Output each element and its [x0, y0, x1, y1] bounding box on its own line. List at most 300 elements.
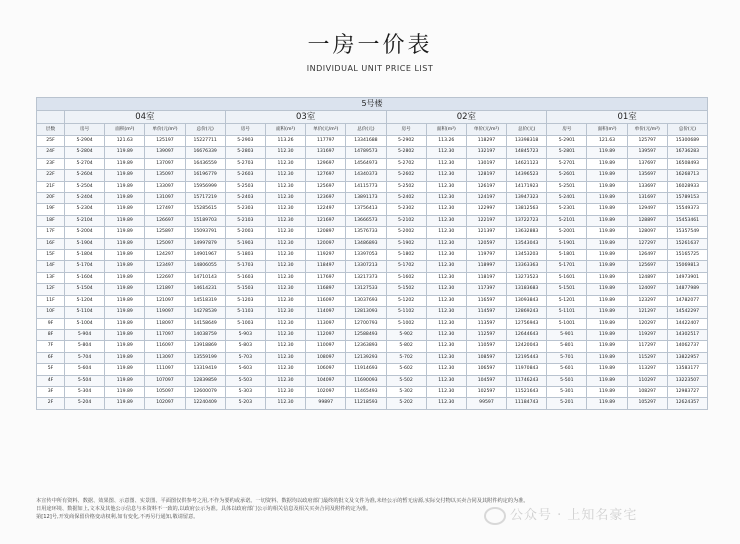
table-cell: 13891173: [346, 193, 386, 204]
table-cell: 16028933: [667, 181, 707, 192]
table-cell: 106097: [306, 364, 346, 375]
table-row: [37, 238, 708, 249]
floor-cell: 6F: [37, 352, 65, 363]
table-cell: 119.89: [587, 295, 627, 306]
table-cell: 110597: [466, 341, 506, 352]
table-cell: 5-2003: [225, 227, 265, 238]
table-cell: 5-503: [225, 375, 265, 386]
table-cell: 14782077: [667, 295, 707, 306]
table-cell: 112.30: [265, 341, 305, 352]
table-cell: 119.89: [587, 238, 627, 249]
table-cell: 12600079: [185, 386, 225, 397]
table-cell: 119297: [627, 329, 667, 340]
table-cell: 139597: [627, 147, 667, 158]
table-cell: 5-1004: [65, 318, 105, 329]
table-cell: 124897: [627, 272, 667, 283]
table-cell: 15093791: [185, 227, 225, 238]
table-cell: 108297: [627, 386, 667, 397]
floor-cell: 20F: [37, 193, 65, 204]
table-cell: 112.30: [265, 170, 305, 181]
floor-cell: 24F: [37, 147, 65, 158]
table-cell: 13822957: [667, 352, 707, 363]
table-cell: 5-701: [547, 352, 587, 363]
table-cell: 5-203: [225, 398, 265, 409]
table-cell: 5-901: [547, 329, 587, 340]
table-cell: 125897: [145, 227, 185, 238]
table-cell: 112.30: [426, 215, 466, 226]
table-cell: 13273523: [507, 272, 547, 283]
column-header: 总价(元): [667, 124, 707, 136]
table-cell: 117297: [627, 341, 667, 352]
table-cell: 119.89: [105, 272, 145, 283]
table-cell: 5-1501: [547, 284, 587, 295]
floor-cell: 21F: [37, 181, 65, 192]
table-cell: 5-2404: [65, 193, 105, 204]
table-cell: 127497: [145, 204, 185, 215]
column-header: 房号: [547, 124, 587, 136]
table-row: [37, 318, 708, 329]
table-cell: 124197: [466, 193, 506, 204]
table-cell: 5-504: [65, 375, 105, 386]
table-cell: 119.89: [587, 341, 627, 352]
table-cell: 122197: [466, 215, 506, 226]
table-cell: 5-1102: [386, 307, 426, 318]
table-cell: 5-2802: [386, 147, 426, 158]
table-cell: 13363363: [507, 261, 547, 272]
table-cell: 130197: [466, 158, 506, 169]
table-cell: 112.30: [426, 227, 466, 238]
table-cell: 113097: [306, 318, 346, 329]
table-cell: 108597: [466, 352, 506, 363]
table-cell: 112.30: [265, 398, 305, 409]
table-cell: 118197: [466, 272, 506, 283]
table-cell: 5-1802: [386, 250, 426, 261]
table-cell: 14396523: [507, 170, 547, 181]
table-cell: 119.89: [105, 352, 145, 363]
table-cell: 118297: [466, 136, 506, 147]
table-cell: 14302517: [667, 329, 707, 340]
table-cell: 127297: [627, 238, 667, 249]
table-cell: 112.30: [426, 193, 466, 204]
table-cell: 5-2502: [386, 181, 426, 192]
table-cell: 13947323: [507, 193, 547, 204]
table-cell: 16268713: [667, 170, 707, 181]
table-cell: 116897: [306, 284, 346, 295]
table-cell: 15261637: [667, 238, 707, 249]
table-cell: 15717219: [185, 193, 225, 204]
table-cell: 14340373: [346, 170, 386, 181]
table-cell: 139097: [145, 147, 185, 158]
unit-header-02: 02室: [386, 111, 547, 124]
table-cell: 117697: [306, 272, 346, 283]
column-header: 总价(元): [185, 124, 225, 136]
table-cell: 13223507: [667, 375, 707, 386]
table-cell: 112.30: [265, 193, 305, 204]
table-cell: 112.30: [426, 250, 466, 261]
floor-cell: 22F: [37, 170, 65, 181]
table-cell: 5-1104: [65, 307, 105, 318]
table-cell: 5-303: [225, 386, 265, 397]
table-cell: 5-703: [225, 352, 265, 363]
table-cell: 13812563: [507, 204, 547, 215]
table-cell: 5-1201: [547, 295, 587, 306]
table-cell: 5-1701: [547, 261, 587, 272]
column-header: 房号: [225, 124, 265, 136]
table-cell: 116597: [466, 295, 506, 306]
table-cell: 5-903: [225, 329, 265, 340]
floor-cell: 14F: [37, 261, 65, 272]
table-cell: 5-601: [547, 364, 587, 375]
table-cell: 124297: [145, 250, 185, 261]
table-cell: 5-1804: [65, 250, 105, 261]
table-row: [37, 170, 708, 181]
table-cell: 102097: [306, 386, 346, 397]
table-row: [37, 352, 708, 363]
column-header: 房号: [65, 124, 105, 136]
table-cell: 15069813: [667, 261, 707, 272]
table-cell: 119.89: [587, 272, 627, 283]
table-cell: 14973901: [667, 272, 707, 283]
table-cell: 119.89: [587, 386, 627, 397]
table-cell: 11184743: [507, 398, 547, 409]
column-header: 单价(元/m²): [627, 124, 667, 136]
table-cell: 13543043: [507, 238, 547, 249]
table-cell: 121.63: [105, 136, 145, 147]
table-cell: 113097: [145, 352, 185, 363]
table-cell: 112.30: [426, 147, 466, 158]
table-cell: 112.30: [426, 272, 466, 283]
table-cell: 5-1703: [225, 261, 265, 272]
table-cell: 110097: [306, 341, 346, 352]
table-cell: 119.89: [587, 215, 627, 226]
table-cell: 111097: [145, 364, 185, 375]
table-cell: 105097: [145, 386, 185, 397]
table-cell: 121697: [306, 215, 346, 226]
table-cell: 15165725: [667, 250, 707, 261]
table-cell: 5-1203: [225, 295, 265, 306]
table-cell: 5-2002: [386, 227, 426, 238]
table-cell: 121897: [145, 284, 185, 295]
table-cell: 113297: [627, 364, 667, 375]
table-row: [37, 250, 708, 261]
table-cell: 112.30: [265, 215, 305, 226]
table-cell: 112.30: [265, 147, 305, 158]
column-header: 单价(元/m²): [306, 124, 346, 136]
table-cell: 112.30: [265, 364, 305, 375]
table-cell: 119.89: [587, 398, 627, 409]
floor-cell: 8F: [37, 329, 65, 340]
table-cell: 14038759: [185, 329, 225, 340]
table-cell: 104597: [466, 375, 506, 386]
unit-header-03: 03室: [225, 111, 386, 124]
table-cell: 5-2603: [225, 170, 265, 181]
table-cell: 14278539: [185, 307, 225, 318]
table-cell: 5-603: [225, 364, 265, 375]
table-cell: 13307213: [346, 261, 386, 272]
table-cell: 14710143: [185, 272, 225, 283]
table-cell: 5-2304: [65, 204, 105, 215]
table-cell: 13319419: [185, 364, 225, 375]
table-cell: 5-1901: [547, 238, 587, 249]
table-cell: 5-2904: [65, 136, 105, 147]
table-cell: 135697: [627, 170, 667, 181]
table-cell: 119.89: [105, 307, 145, 318]
table-cell: 14845723: [507, 147, 547, 158]
table-cell: 137697: [627, 158, 667, 169]
table-cell: 15956999: [185, 181, 225, 192]
column-header: 单价(元/m²): [466, 124, 506, 136]
table-cell: 135097: [145, 170, 185, 181]
table-cell: 13576733: [346, 227, 386, 238]
table-cell: 125097: [145, 238, 185, 249]
page-title: 一房一价表: [307, 33, 433, 58]
table-cell: 5-1503: [225, 284, 265, 295]
table-cell: 119.89: [105, 193, 145, 204]
table-cell: 5-2702: [386, 158, 426, 169]
column-header: 面积(m²): [426, 124, 466, 136]
table-row: [37, 329, 708, 340]
floor-cell: 5F: [37, 364, 65, 375]
floor-cell: 25F: [37, 136, 65, 147]
table-cell: 119097: [145, 307, 185, 318]
table-cell: 12240409: [185, 398, 225, 409]
table-cell: 128097: [627, 227, 667, 238]
table-row: [37, 261, 708, 272]
table-cell: 112.30: [265, 295, 305, 306]
table-cell: 5-1504: [65, 284, 105, 295]
table-cell: 12644643: [507, 329, 547, 340]
table-cell: 99597: [466, 398, 506, 409]
table-cell: 119297: [306, 250, 346, 261]
table-cell: 127697: [306, 170, 346, 181]
table-cell: 120597: [466, 238, 506, 249]
table-cell: 5-2801: [547, 147, 587, 158]
column-header: 房号: [386, 124, 426, 136]
table-cell: 11690093: [346, 375, 386, 386]
table-cell: 11465493: [346, 386, 386, 397]
table-cell: 119.89: [587, 227, 627, 238]
table-cell: 5-2402: [386, 193, 426, 204]
table-cell: 14789573: [346, 147, 386, 158]
table-cell: 119.89: [587, 307, 627, 318]
table-cell: 15300689: [667, 136, 707, 147]
table-cell: 5-1002: [386, 318, 426, 329]
floor-cell: 15F: [37, 250, 65, 261]
table-cell: 113597: [466, 318, 506, 329]
table-cell: 113.26: [265, 136, 305, 147]
table-cell: 5-2504: [65, 181, 105, 192]
table-row: [37, 193, 708, 204]
table-cell: 5-2903: [225, 136, 265, 147]
table-cell: 112.30: [426, 284, 466, 295]
table-cell: 13486893: [346, 238, 386, 249]
table-cell: 5-1603: [225, 272, 265, 283]
table-cell: 114097: [306, 307, 346, 318]
table-cell: 117797: [306, 136, 346, 147]
table-cell: 112.30: [426, 386, 466, 397]
table-cell: 5-2301: [547, 204, 587, 215]
floor-cell: 16F: [37, 238, 65, 249]
table-cell: 119.89: [587, 284, 627, 295]
table-cell: 121097: [145, 295, 185, 306]
table-cell: 5-1101: [547, 307, 587, 318]
table-cell: 102097: [145, 398, 185, 409]
table-cell: 12983727: [667, 386, 707, 397]
table-cell: 126497: [627, 250, 667, 261]
table-cell: 5-502: [386, 375, 426, 386]
table-cell: 112.30: [265, 386, 305, 397]
table-cell: 106597: [466, 364, 506, 375]
table-cell: 14422407: [667, 318, 707, 329]
table-cell: 118997: [466, 261, 506, 272]
table-cell: 119.89: [105, 364, 145, 375]
table-row: [37, 307, 708, 318]
table-cell: 104097: [306, 375, 346, 386]
table-cell: 119.89: [587, 147, 627, 158]
table-cell: 137097: [145, 158, 185, 169]
table-cell: 5-2302: [386, 204, 426, 215]
table-cell: 119.89: [105, 204, 145, 215]
disclaimer-line: 日用途环境、数据如上,文本及其他公示信息与本资料不一致的,以政府公示为准。具体以政府部门公示的相关信息及相关买卖合同及附件约定为准。: [36, 506, 372, 512]
table-cell: 5-1904: [65, 238, 105, 249]
table-row: [37, 136, 708, 147]
table-row: [37, 204, 708, 215]
table-cell: 112.30: [426, 307, 466, 318]
table-cell: 13127533: [346, 284, 386, 295]
table-cell: 13918869: [185, 341, 225, 352]
table-cell: 5-802: [386, 341, 426, 352]
table-cell: 133697: [627, 181, 667, 192]
table-cell: 118097: [145, 318, 185, 329]
table-cell: 14564973: [346, 158, 386, 169]
table-cell: 5-2103: [225, 215, 265, 226]
table-cell: 119.89: [587, 352, 627, 363]
table-cell: 5-1602: [386, 272, 426, 283]
table-cell: 119.89: [105, 147, 145, 158]
table-cell: 16196779: [185, 170, 225, 181]
table-row: [37, 341, 708, 352]
table-row: [37, 375, 708, 386]
column-header: 总价(元): [346, 124, 386, 136]
table-cell: 5-902: [386, 329, 426, 340]
table-cell: 12195443: [507, 352, 547, 363]
page-subtitle: INDIVIDUAL UNIT PRICE LIST: [306, 64, 434, 73]
table-cell: 112.30: [265, 261, 305, 272]
table-row: [37, 147, 708, 158]
table-cell: 12700793: [346, 318, 386, 329]
table-cell: 119797: [466, 250, 506, 261]
floor-cell: 19F: [37, 204, 65, 215]
table-cell: 13183683: [507, 284, 547, 295]
column-header-row: [37, 124, 708, 136]
table-cell: 13722723: [507, 215, 547, 226]
table-cell: 119.89: [105, 341, 145, 352]
table-cell: 121297: [627, 307, 667, 318]
table-cell: 15285615: [185, 204, 225, 215]
table-cell: 5-304: [65, 386, 105, 397]
table-cell: 119.89: [105, 386, 145, 397]
table-cell: 5-2902: [386, 136, 426, 147]
column-header: 面积(m²): [265, 124, 305, 136]
table-cell: 121.63: [587, 136, 627, 147]
table-cell: 119.89: [105, 318, 145, 329]
table-cell: 5-904: [65, 329, 105, 340]
table-cell: 12139293: [346, 352, 386, 363]
table-cell: 119.89: [105, 250, 145, 261]
floor-cell: 17F: [37, 227, 65, 238]
table-cell: 5-1704: [65, 261, 105, 272]
table-cell: 5-2102: [386, 215, 426, 226]
table-cell: 113.26: [426, 136, 466, 147]
table-cell: 5-2503: [225, 181, 265, 192]
price-table-wrap: [36, 97, 708, 410]
table-cell: 129697: [306, 158, 346, 169]
disclaimer-line: 第[12]号,开发商保留价格变动权利,如有变化,不再另行通知,敬请留意。: [36, 514, 199, 520]
table-cell: 5-202: [386, 398, 426, 409]
table-cell: 5-1803: [225, 250, 265, 261]
column-header: 面积(m²): [587, 124, 627, 136]
table-cell: 126697: [145, 215, 185, 226]
table-cell: 119.89: [105, 238, 145, 249]
table-cell: 5-2901: [547, 136, 587, 147]
table-cell: 119.89: [587, 329, 627, 340]
table-cell: 13398318: [507, 136, 547, 147]
floor-header: 层数: [37, 124, 65, 136]
table-cell: 15453461: [667, 215, 707, 226]
table-cell: 112.30: [265, 375, 305, 386]
table-row: [37, 227, 708, 238]
table-cell: 16508493: [667, 158, 707, 169]
table-cell: 14997879: [185, 238, 225, 249]
table-cell: 13583177: [667, 364, 707, 375]
table-body: [37, 136, 708, 410]
table-cell: 119.89: [105, 375, 145, 386]
table-cell: 112.30: [426, 181, 466, 192]
table-cell: 116097: [145, 341, 185, 352]
table-cell: 112.30: [426, 341, 466, 352]
table-cell: 5-704: [65, 352, 105, 363]
table-cell: 5-2704: [65, 158, 105, 169]
table-cell: 13037693: [346, 295, 386, 306]
floor-cell: 10F: [37, 307, 65, 318]
floor-cell: 18F: [37, 215, 65, 226]
watermark: [484, 504, 724, 530]
table-cell: 5-1204: [65, 295, 105, 306]
table-cell: 119.89: [105, 227, 145, 238]
table-cell: 14115773: [346, 181, 386, 192]
table-cell: 12813093: [346, 307, 386, 318]
table-cell: 5-301: [547, 386, 587, 397]
table-cell: 112.30: [265, 284, 305, 295]
table-cell: 13217373: [346, 272, 386, 283]
table-cell: 112.30: [426, 204, 466, 215]
table-cell: 120897: [306, 227, 346, 238]
table-cell: 112.30: [265, 329, 305, 340]
table-cell: 119.89: [105, 329, 145, 340]
table-cell: 5-1502: [386, 284, 426, 295]
table-cell: 112.30: [426, 170, 466, 181]
table-cell: 5-1001: [547, 318, 587, 329]
price-table: [36, 97, 708, 410]
column-header: 面积(m²): [105, 124, 145, 136]
table-cell: 5-804: [65, 341, 105, 352]
table-cell: 119.89: [587, 261, 627, 272]
table-cell: 13666573: [346, 215, 386, 226]
table-cell: 15357549: [667, 227, 707, 238]
table-cell: 12420043: [507, 341, 547, 352]
table-cell: 14901967: [185, 250, 225, 261]
column-header: 单价(元/m²): [145, 124, 185, 136]
